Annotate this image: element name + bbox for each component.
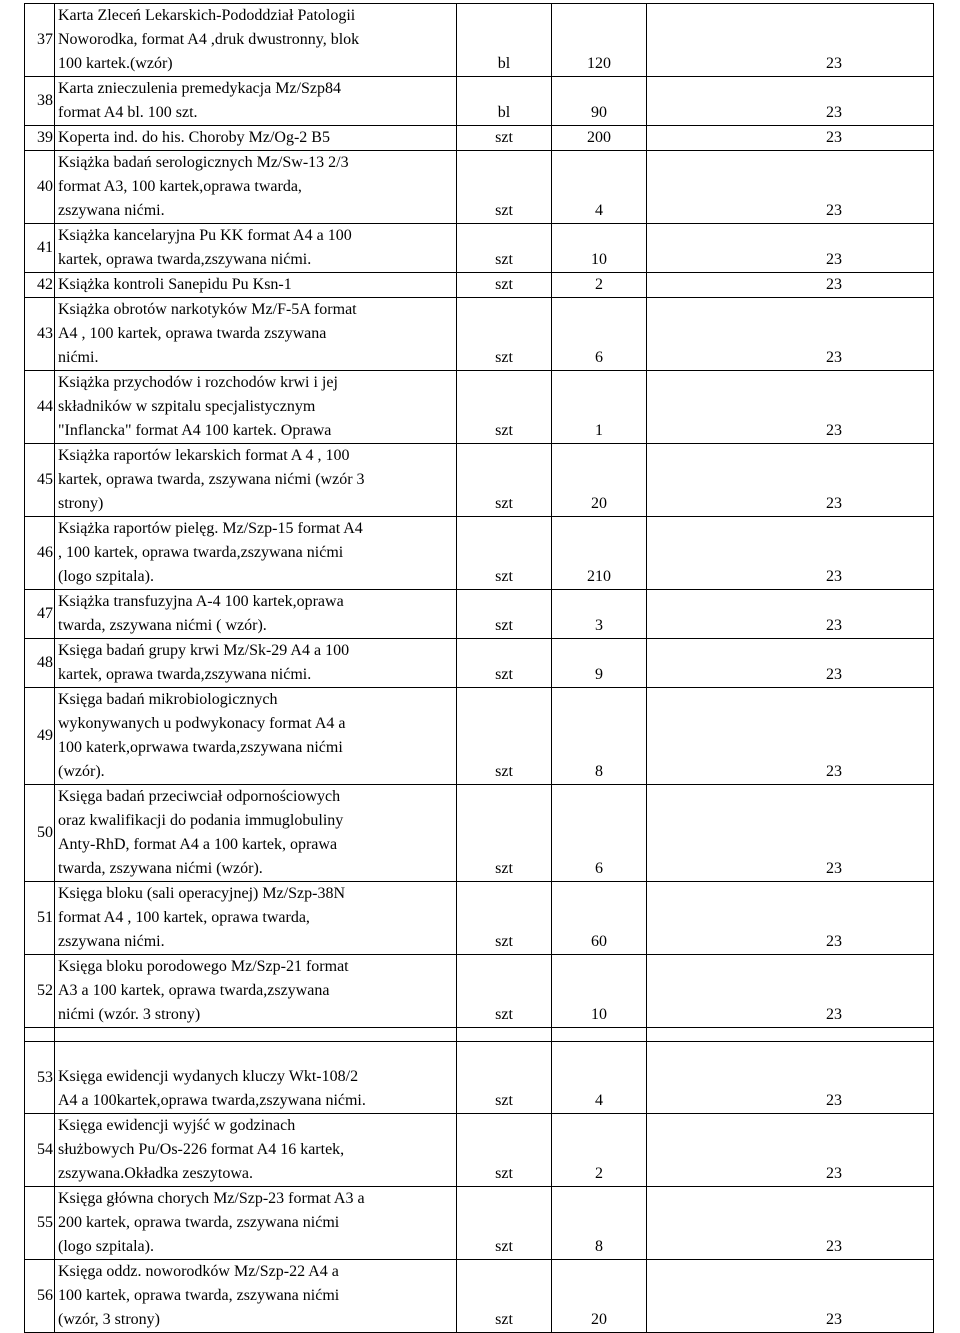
item-unit: szt [457,273,552,298]
item-unit: szt [457,639,552,688]
item-name: Księga oddz. noworodków Mz/Szp-22 A4 a 100 kartek, oprawa twarda, zszywana nićmi (wzór, 3 strony) [55,1260,457,1333]
item-name: Książka raportów pielęg. Mz/Szp-15 format A4 , 100 kartek, oprawa twarda,zszywana nićmi (logo szpitala). [55,517,457,590]
row-number: 56 [25,1260,55,1333]
item-unit: szt [457,371,552,444]
item-quantity: 2 [552,273,647,298]
row-number: 40 [25,151,55,224]
spacer-row [25,1028,934,1042]
item-quantity: 4 [552,1042,647,1114]
item-unit: szt [457,151,552,224]
item-unit: bl [457,4,552,77]
item-name: Księga bloku porodowego Mz/Szp-21 format A3 a 100 kartek, oprawa twarda,zszywana nićmi (wzór. 3 strony) [55,955,457,1028]
item-vat-rate: 23 [647,1114,934,1187]
item-unit: szt [457,688,552,785]
spacer-cell [457,1028,552,1042]
row-number: 55 [25,1187,55,1260]
item-vat-rate: 23 [647,882,934,955]
item-vat-rate: 23 [647,151,934,224]
item-unit: szt [457,126,552,151]
item-name: Karta Zleceń Lekarskich-Pododdział Patologii Noworodka, format A4 ,druk dwustronny, blok 100 kartek.(wzór) [55,4,457,77]
table-row [25,1042,934,1114]
item-quantity: 210 [552,517,647,590]
item-quantity: 10 [552,955,647,1028]
item-name: Księga badań przeciwciał odpornościowych oraz kwalifikacji do podania immuglobuliny Anty-RhD, format A4 a 100 kartek, oprawa twarda, zszywana nićmi (wzór). [55,785,457,882]
item-vat-rate: 23 [647,77,934,126]
item-quantity: 6 [552,785,647,882]
row-number: 43 [25,298,55,371]
item-quantity: 8 [552,1187,647,1260]
item-quantity: 3 [552,590,647,639]
item-vat-rate: 23 [647,590,934,639]
item-vat-rate: 23 [647,785,934,882]
item-name: Księga badań mikrobiologicznych wykonywanych u podwykonacy format A4 a 100 katerk,oprwawa twarda,zszywana nićmi (wzór). [55,688,457,785]
table-row [25,298,934,371]
item-unit: szt [457,785,552,882]
item-unit: szt [457,224,552,273]
item-vat-rate: 23 [647,444,934,517]
item-unit: szt [457,955,552,1028]
row-number: 47 [25,590,55,639]
item-name: Książka kancelaryjna Pu KK format A4 a 100 kartek, oprawa twarda,zszywana nićmi. [55,224,457,273]
item-vat-rate: 23 [647,1260,934,1333]
row-number: 42 [25,273,55,298]
item-vat-rate: 23 [647,1187,934,1260]
item-name: Karta znieczulenia premedykacja Mz/Szp84 format A4 bl. 100 szt. [55,77,457,126]
table-row [25,126,934,151]
item-quantity: 1 [552,371,647,444]
item-vat-rate: 23 [647,955,934,1028]
item-vat-rate: 23 [647,126,934,151]
item-unit: szt [457,517,552,590]
item-quantity: 8 [552,688,647,785]
table-row [25,77,934,126]
row-number: 54 [25,1114,55,1187]
table-row [25,273,934,298]
item-name: Książka przychodów i rozchodów krwi i jej składników w szpitalu specjalistycznym "Inflancka" format A4 100 kartek. Oprawa [55,371,457,444]
item-vat-rate: 23 [647,688,934,785]
item-vat-rate: 23 [647,1042,934,1114]
item-name: Księga ewidencji wyjść w godzinach służbowych Pu/Os-226 format A4 16 kartek, zszywana.Okładka zeszytowa. [55,1114,457,1187]
table-row [25,590,934,639]
row-number: 50 [25,785,55,882]
table-row [25,444,934,517]
item-vat-rate: 23 [647,224,934,273]
order-table [24,3,934,1333]
item-name: Księga ewidencji wydanych kluczy Wkt-108/2 A4 a 100kartek,oprawa twarda,zszywana nićmi. [55,1042,457,1114]
item-unit: bl [457,77,552,126]
table-row [25,4,934,77]
table-row [25,955,934,1028]
order-table-body [25,4,934,1333]
item-quantity: 4 [552,151,647,224]
table-row [25,1260,934,1333]
table-row [25,224,934,273]
item-vat-rate: 23 [647,273,934,298]
item-vat-rate: 23 [647,517,934,590]
item-unit: szt [457,882,552,955]
item-unit: szt [457,298,552,371]
item-quantity: 120 [552,4,647,77]
item-quantity: 200 [552,126,647,151]
table-row [25,1114,934,1187]
item-vat-rate: 23 [647,371,934,444]
row-number: 53 [25,1042,55,1114]
table-row [25,151,934,224]
item-name: Książka raportów lekarskich format A 4 , 100 kartek, oprawa twarda, zszywana nićmi (wzór 3 strony) [55,444,457,517]
item-unit: szt [457,1260,552,1333]
item-name: Książka kontroli Sanepidu Pu Ksn-1 [55,273,457,298]
item-unit: szt [457,444,552,517]
item-vat-rate: 23 [647,4,934,77]
item-quantity: 90 [552,77,647,126]
table-row [25,517,934,590]
table-row [25,639,934,688]
item-name: Księga badań grupy krwi Mz/Sk-29 A4 a 100 kartek, oprawa twarda,zszywana nićmi. [55,639,457,688]
item-name: Książka obrotów narkotyków Mz/F-5A format A4 , 100 kartek, oprawa twarda zszywana nićmi. [55,298,457,371]
item-quantity: 60 [552,882,647,955]
table-row [25,882,934,955]
spacer-cell [25,1028,55,1042]
item-unit: szt [457,590,552,639]
row-number: 48 [25,639,55,688]
row-number: 41 [25,224,55,273]
item-quantity: 2 [552,1114,647,1187]
row-number: 49 [25,688,55,785]
item-unit: szt [457,1187,552,1260]
item-unit: szt [457,1042,552,1114]
row-number: 44 [25,371,55,444]
table-row [25,785,934,882]
item-name: Księga bloku (sali operacyjnej) Mz/Szp-38N format A4 , 100 kartek, oprawa twarda, zszywana nićmi. [55,882,457,955]
row-number: 37 [25,4,55,77]
row-number: 39 [25,126,55,151]
item-name: Książka transfuzyjna A-4 100 kartek,oprawa twarda, zszywana nićmi ( wzór). [55,590,457,639]
row-number: 38 [25,77,55,126]
table-row [25,688,934,785]
item-vat-rate: 23 [647,298,934,371]
spacer-cell [647,1028,934,1042]
spacer-cell [552,1028,647,1042]
row-number: 51 [25,882,55,955]
row-number: 52 [25,955,55,1028]
item-quantity: 10 [552,224,647,273]
spacer-cell [55,1028,457,1042]
row-number: 46 [25,517,55,590]
item-quantity: 20 [552,1260,647,1333]
row-number: 45 [25,444,55,517]
item-quantity: 9 [552,639,647,688]
item-quantity: 20 [552,444,647,517]
table-row [25,371,934,444]
table-row [25,1187,934,1260]
item-quantity: 6 [552,298,647,371]
item-name: Księga główna chorych Mz/Szp-23 format A3 a 200 kartek, oprawa twarda, zszywana nićmi (logo szpitala). [55,1187,457,1260]
item-name: Książka badań serologicznych Mz/Sw-13 2/3 format A3, 100 kartek,oprawa twarda, zszywana nićmi. [55,151,457,224]
item-unit: szt [457,1114,552,1187]
item-name: Koperta ind. do his. Choroby Mz/Og-2 B5 [55,126,457,151]
item-vat-rate: 23 [647,639,934,688]
